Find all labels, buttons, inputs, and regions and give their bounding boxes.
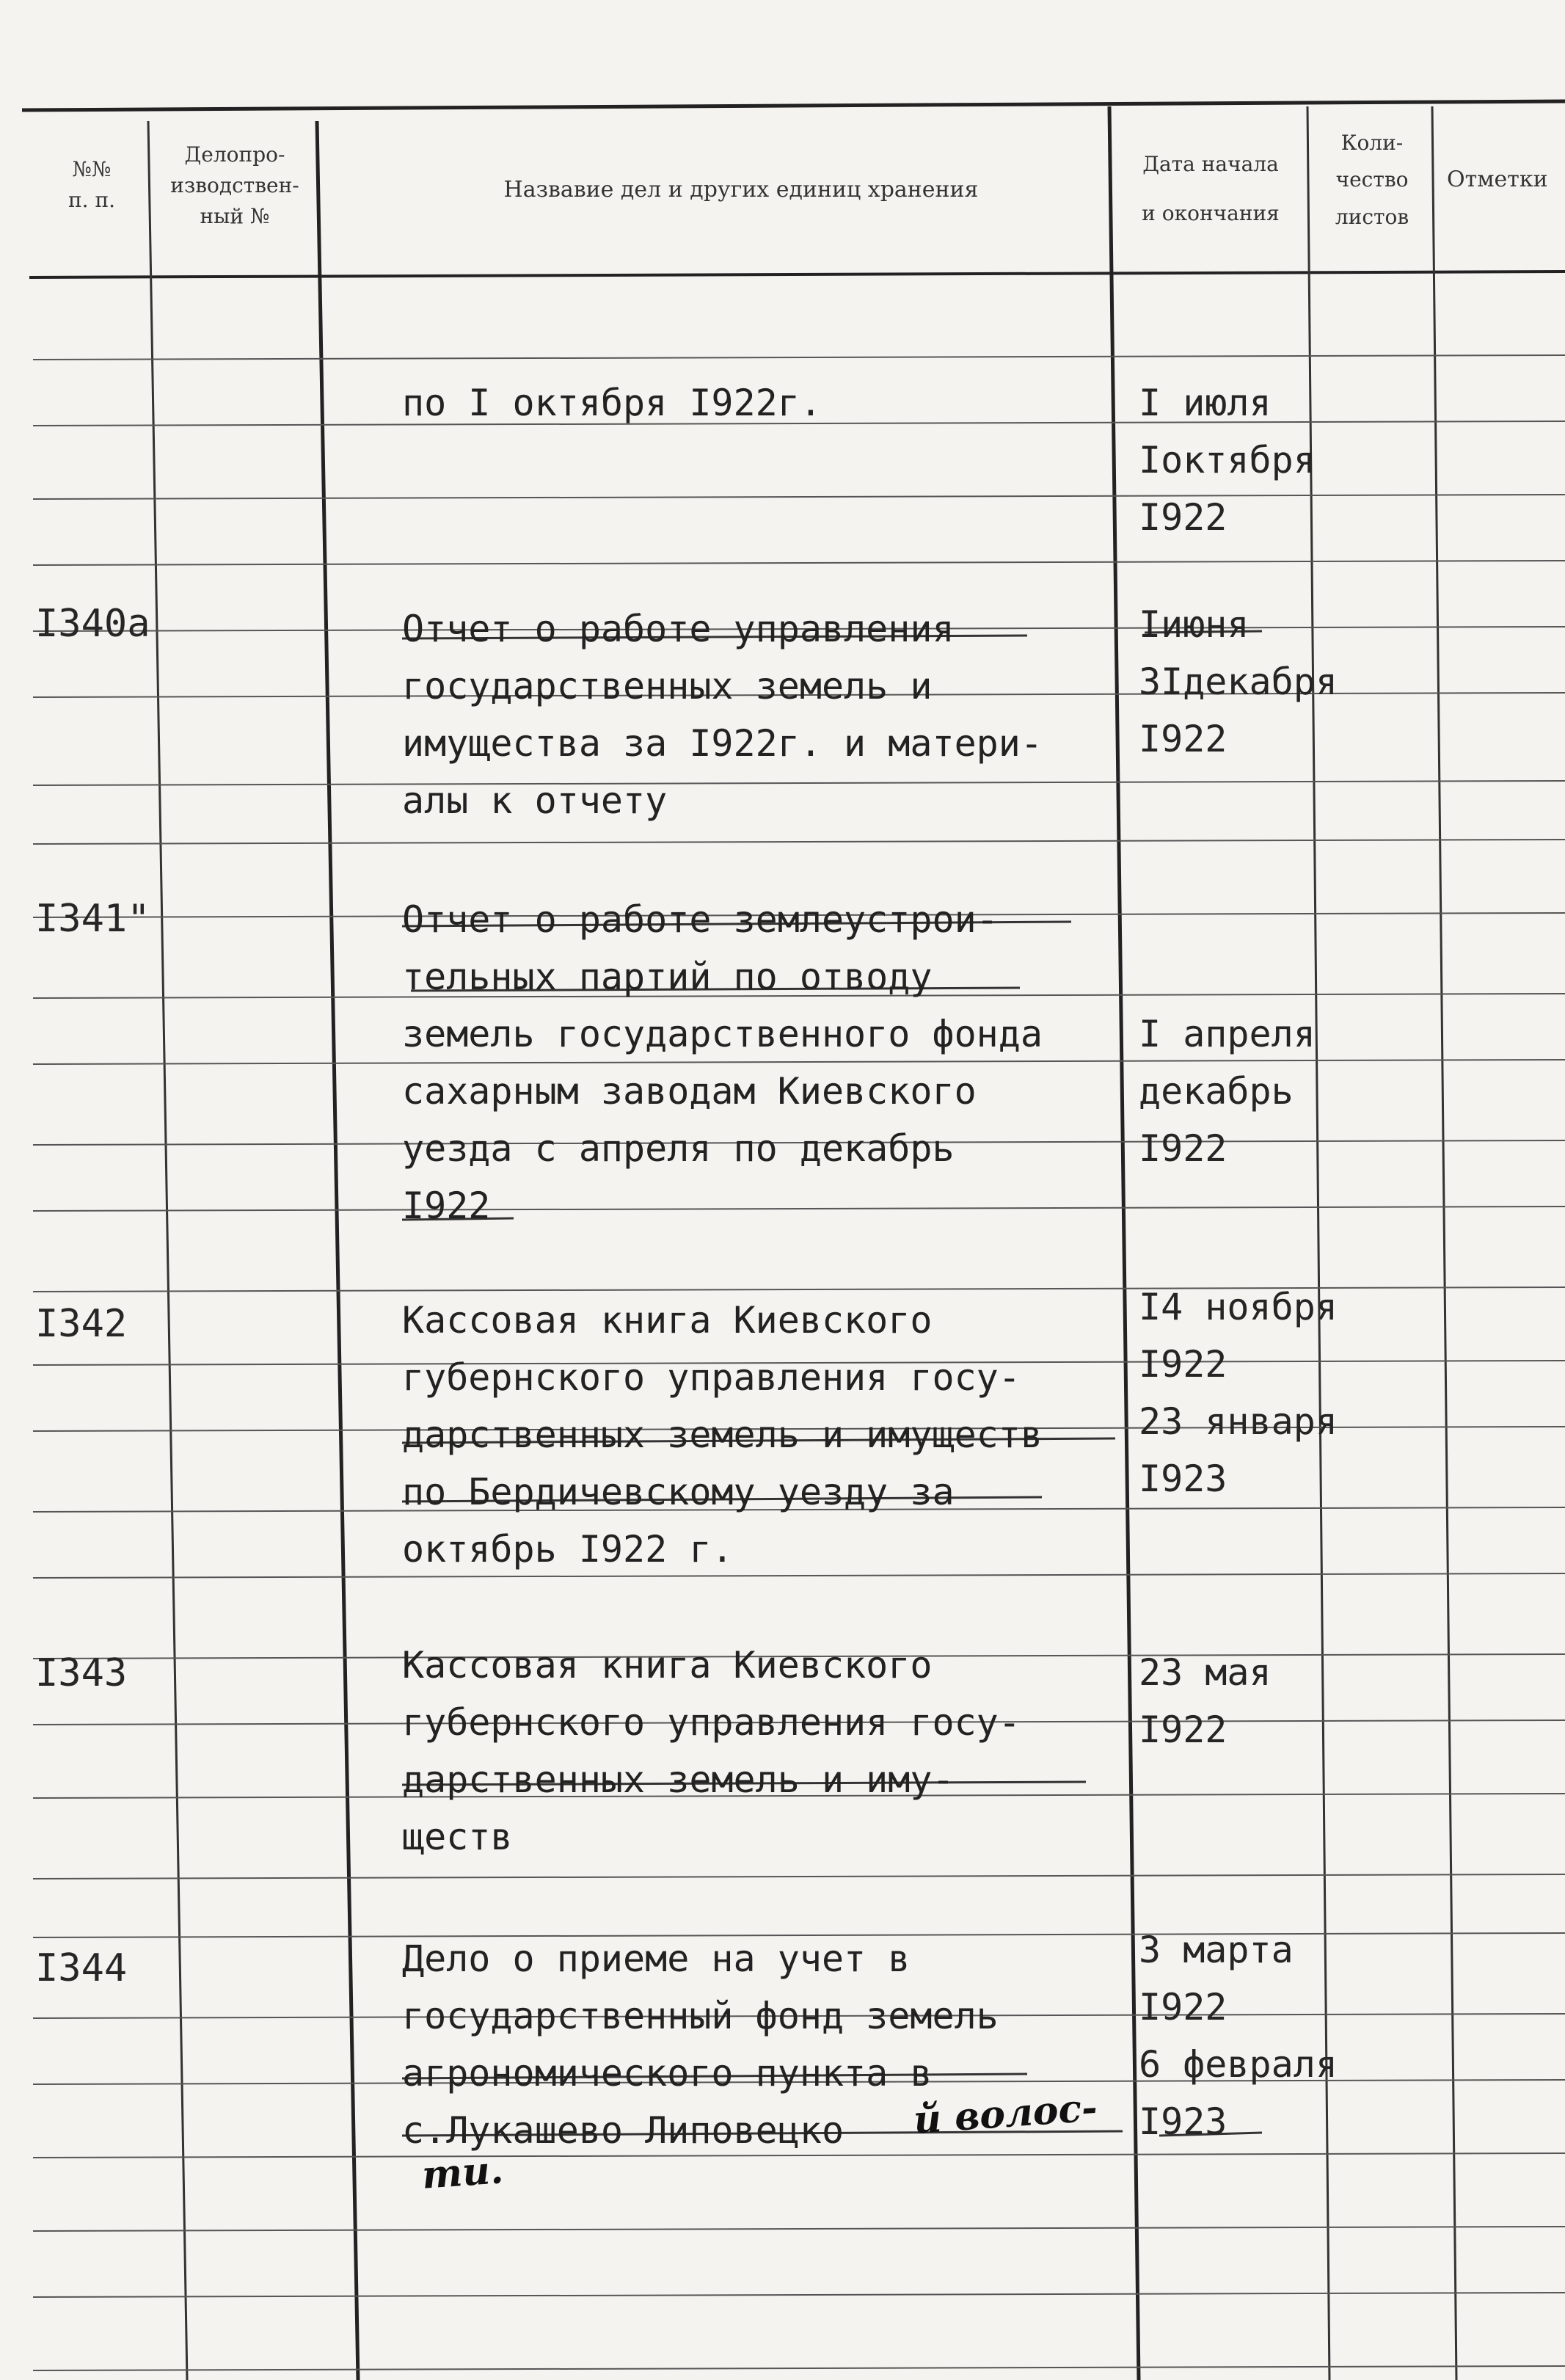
header-col-number: №№ п. п. (68, 157, 116, 212)
entry-dates: I июля Iоктября I922 (1139, 382, 1316, 539)
entry-title: Кассовая книга Киевского губернского управления госу- дарственных земель и имуществ по Бердичевскому уезду за октябрь I922 г. (402, 1299, 1043, 1571)
entry-title: Кассовая книга Киевского губернского управления госу- дарственных земель и иму- ществ (402, 1644, 1021, 1858)
header-col-title: Назвавие дел и других единиц хранения (503, 177, 979, 203)
header-col-dates: Дата начала и окончания (1142, 152, 1280, 226)
entry-title: Отчет о работе управления государственных земель и имущества за I922г. и матери- алы к отчету (402, 608, 1043, 822)
entry-number: I343 (35, 1651, 128, 1695)
entry-title: Отчет о работе землеустрои- тельных партий по отводу земель государственного фонда сахарным заводам Киевского уезда с апреля по декабрь I922 (402, 898, 1043, 1227)
entry-dates: 3 марта I922 6 февраля I923 (1139, 1929, 1338, 2143)
entry-dates: I4 ноября I922 23 января I923 (1139, 1286, 1338, 1500)
entry-dates: I апреля декабрь I922 (1139, 1013, 1316, 1170)
header-col-office-number: Делопро- изводствен- ный № (170, 142, 299, 228)
header-col-notes: Отметки (1447, 167, 1548, 192)
entry-number: I344 (35, 1946, 128, 1990)
entry-title: Дело о приеме на учет в государственный фонд земель агрономического пункта в с.Лукашево Липовецко (402, 1937, 999, 2152)
entry-dates: 23 мая I922 (1139, 1651, 1272, 1751)
handwritten-note: й волос- (912, 2085, 1099, 2143)
handwritten-note: ти. (420, 2147, 505, 2198)
entry-number: I340а (35, 602, 150, 646)
entry-number: I341" (35, 897, 150, 941)
header-col-sheets: Коли- чество листов (1335, 131, 1409, 229)
entry-title: по I октября I922г. (402, 382, 822, 424)
entry-dates: Iиюня 3Iдекабря I922 (1139, 603, 1338, 760)
entry-number: I342 (35, 1302, 128, 1346)
